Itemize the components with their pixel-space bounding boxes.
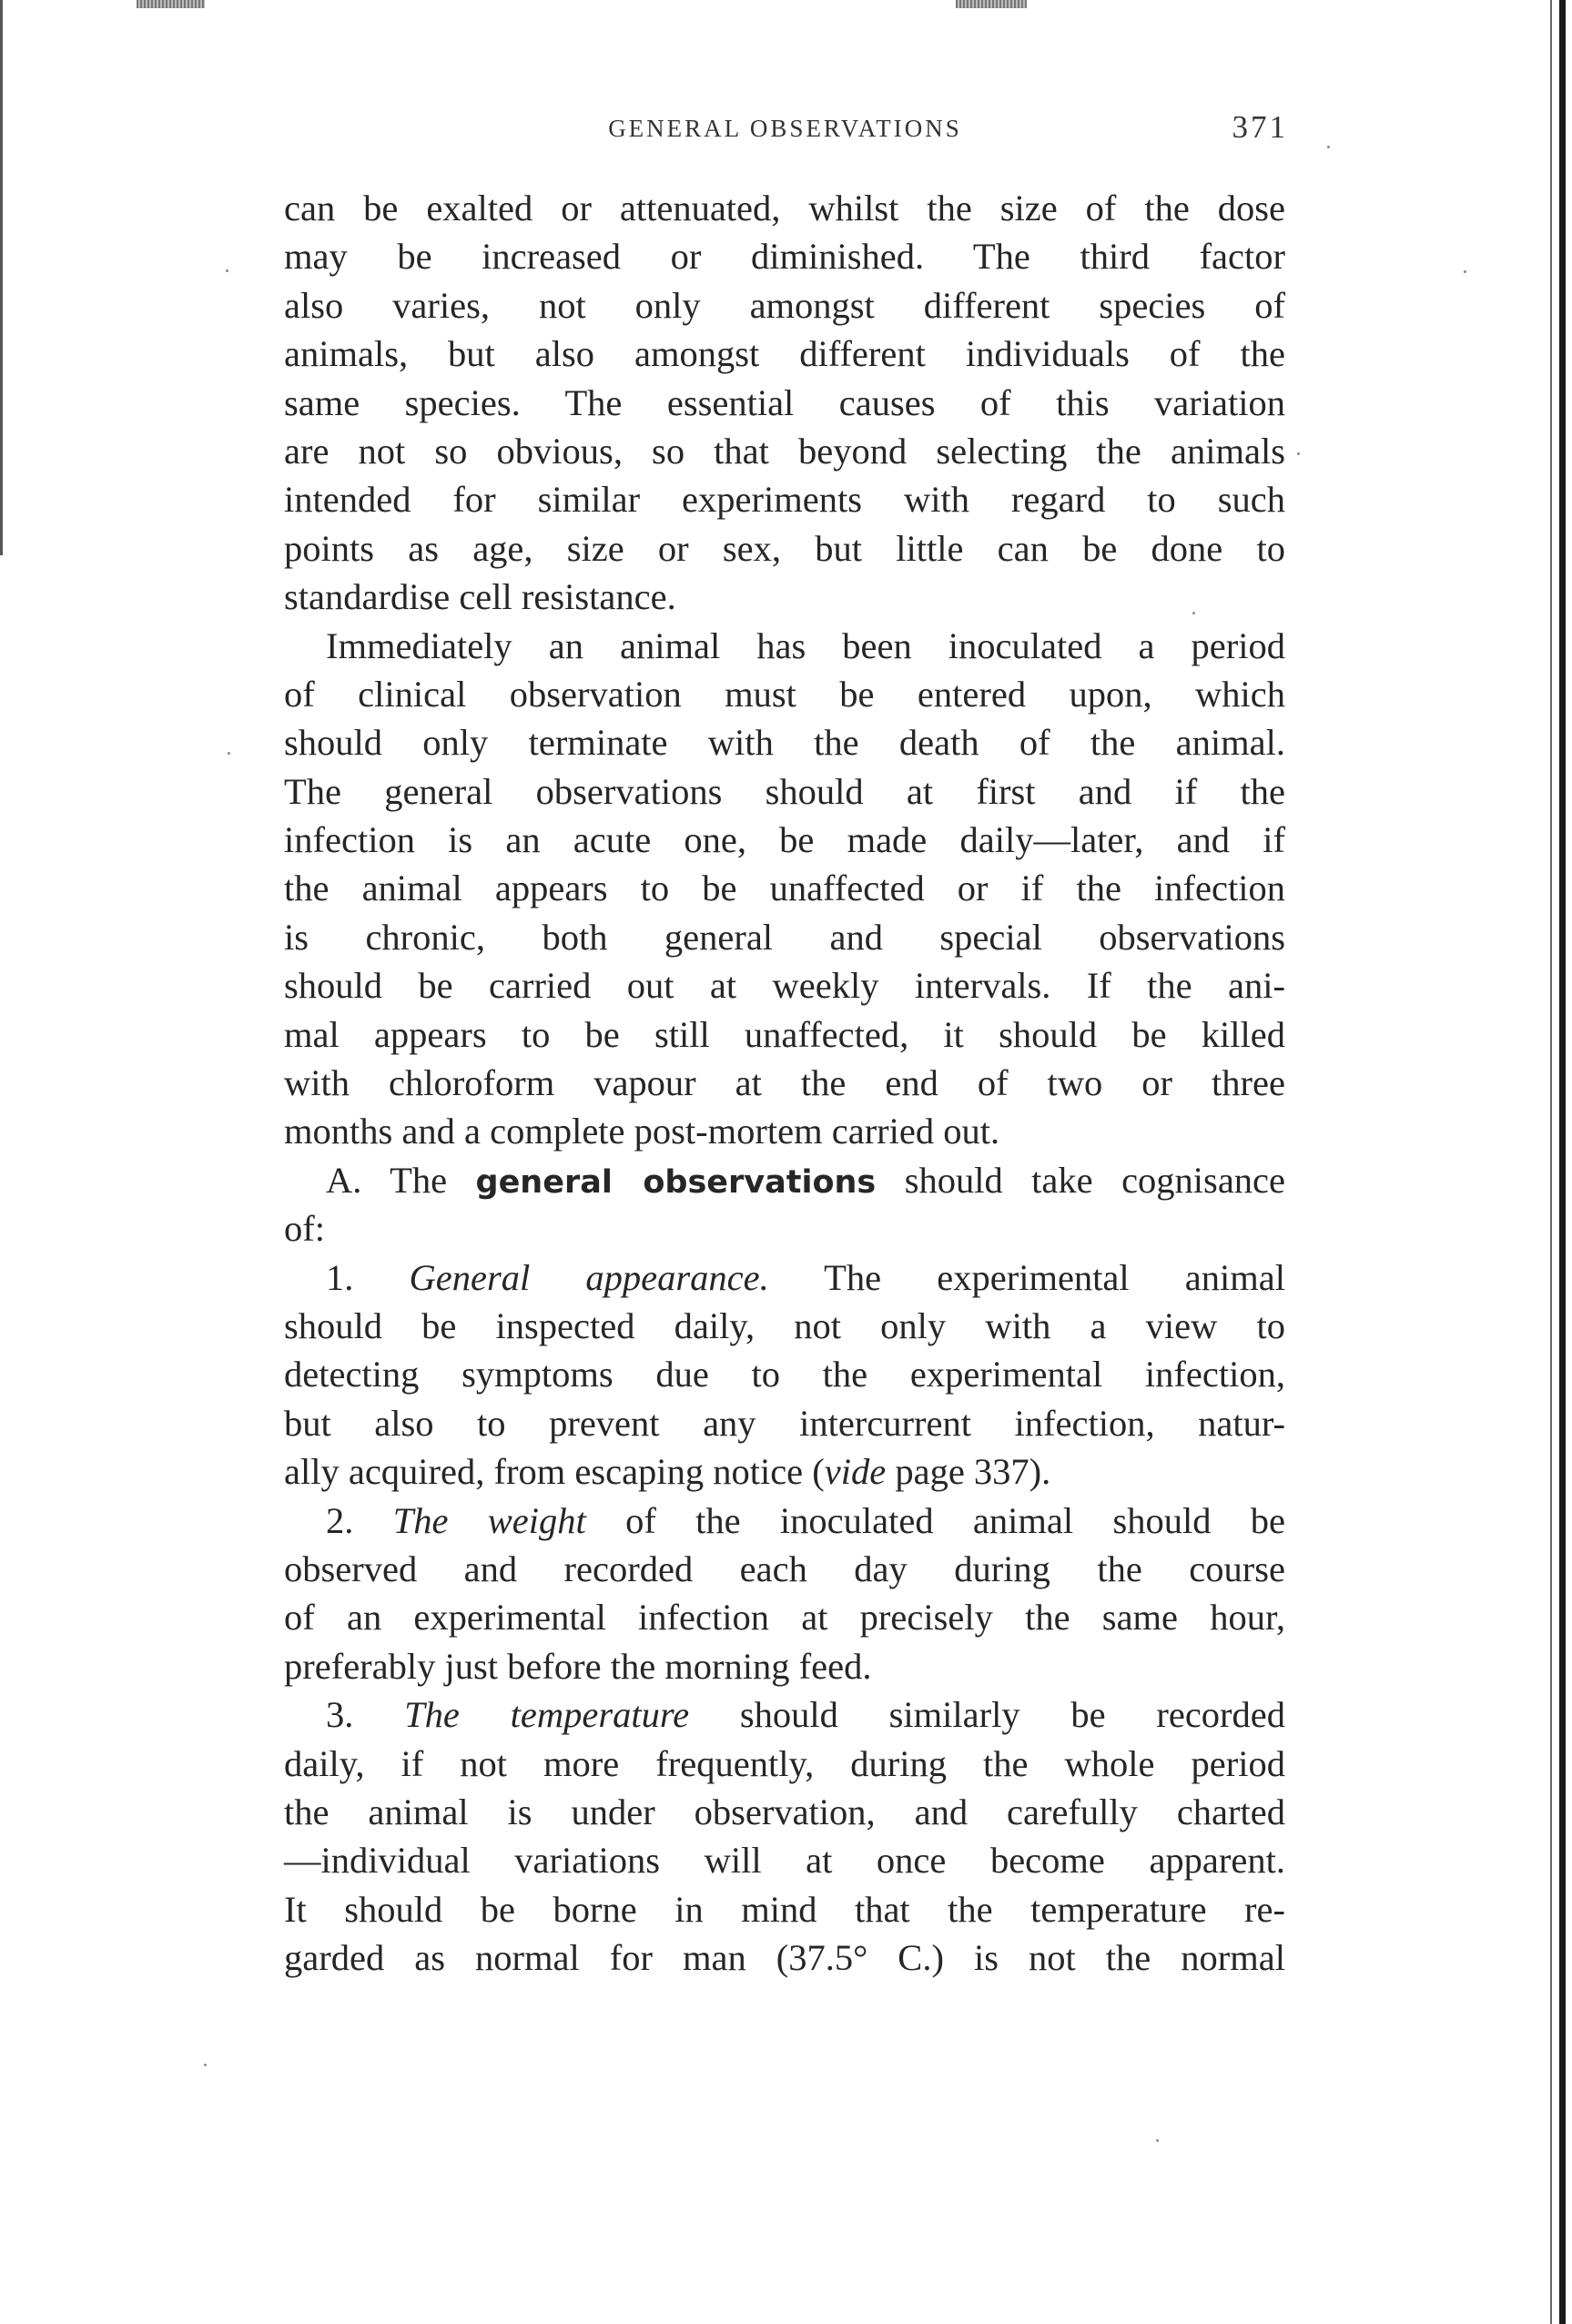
text-line [284, 1497, 1285, 1545]
italic-term: vide [824, 1451, 887, 1493]
text-line: observed and recorded each day during the course [284, 1548, 1285, 1589]
text-line: mal appears to be still unaffected, it should be killed [284, 1013, 1285, 1055]
text-line: can be exalted or attenuated, whilst the size of the dose [284, 188, 1285, 228]
running-title: GENERAL OBSERVATIONS [608, 115, 962, 142]
scan-speck [1156, 2139, 1159, 2142]
text-run: should similarly be recorded [689, 1694, 1286, 1736]
text-run: ally acquired, from escaping notice ( [284, 1451, 825, 1493]
text-line: the animal appears to be unaffected or if the infection [284, 868, 1285, 909]
text-run: of the inoculated animal should be [585, 1499, 1285, 1541]
paragraph-4 [284, 1253, 1285, 1497]
text-line: garded as normal for man (37.5° C.) is not the normal [284, 1937, 1285, 1979]
body-text [284, 184, 1285, 1982]
text-run: page 337). [886, 1451, 1051, 1493]
italic-term: The weight [392, 1499, 586, 1541]
bold-term: general observations [475, 1163, 877, 1201]
scan-speck [204, 2064, 207, 2066]
text-line: daily, if not more frequently, during the whole period [284, 1742, 1285, 1784]
text-line: the animal is under observation, and carefully charted [284, 1791, 1285, 1832]
text-line: months and a complete post-mortem carried out. [284, 1111, 1000, 1152]
text-line [284, 1447, 1285, 1496]
text-line: animals, but also amongst different individuals of the [284, 333, 1285, 375]
text-line: Immediately an animal has been inoculated a period [326, 624, 1285, 666]
scan-speck [228, 752, 230, 755]
text-line: of clinical observation must be entered upon, which [284, 673, 1285, 715]
paragraph-2 [284, 622, 1285, 1156]
text-line: preferably just before the morning feed. [284, 1645, 872, 1687]
paragraph-1 [284, 184, 1285, 622]
text-run: should take cognisance [876, 1159, 1285, 1201]
item-number: 3. [326, 1694, 405, 1736]
text-run: The experimental animal [768, 1256, 1286, 1298]
text-line: of: [284, 1208, 325, 1250]
scan-speck [1464, 270, 1466, 273]
italic-term: The temperature [404, 1694, 690, 1736]
paragraph-6 [284, 1690, 1285, 1982]
scan-speck [1297, 452, 1300, 455]
text-line: standardise cell resistance. [284, 576, 676, 618]
text-line: detecting symptoms due to the experimental infection, [284, 1354, 1285, 1395]
text-line: of an experimental infection at precisely the same hour, [284, 1597, 1285, 1639]
page-number: 371 [1232, 109, 1288, 145]
text-line: It should be borne in mind that the temperature re- [284, 1888, 1285, 1930]
text-line: infection is an acute one, be made daily—later, and if [284, 819, 1285, 861]
scan-edge-left [0, 0, 3, 555]
running-head [282, 107, 1288, 153]
text-line: should be inspected daily, not only with a view to [284, 1304, 1285, 1346]
text-line: same species. The essential causes of this variation [284, 381, 1285, 423]
paragraph-5 [284, 1497, 1285, 1691]
scan-edge-right-thin [1550, 0, 1552, 2324]
text-line: is chronic, both general and special observations [284, 916, 1285, 958]
text-line: should be carried out at weekly intervals. If the ani- [284, 965, 1285, 1007]
text-line: are not so obvious, so that beyond selecting the animals [284, 430, 1285, 472]
scan-mark-top-left [137, 0, 205, 8]
item-number: 1. [326, 1256, 410, 1298]
text-line: may be increased or diminished. The third factor [284, 236, 1285, 278]
text-line: points as age, size or sex, but little can be done to [284, 527, 1285, 569]
text-line: also varies, not only amongst different species of [284, 284, 1285, 326]
text-line: —individual variations will at once become apparent. [284, 1840, 1285, 1882]
text-line [284, 1690, 1285, 1739]
text-line [284, 1156, 1285, 1204]
text-line: intended for similar experiments with regard to such [284, 479, 1285, 521]
text-line: The general observations should at first and if the [284, 770, 1285, 812]
scan-speck [226, 269, 228, 272]
scan-speck [1327, 146, 1330, 148]
scan-edge-right [1559, 0, 1566, 2324]
text-line [284, 1253, 1285, 1302]
text-line: should only terminate with the death of the animal. [284, 722, 1285, 764]
italic-term: General appearance. [409, 1256, 769, 1298]
text-run: A. The [326, 1159, 476, 1201]
text-line: but also to prevent any intercurrent infection, natur- [284, 1402, 1285, 1444]
text-line: with chloroform vapour at the end of two or three [284, 1062, 1285, 1104]
paragraph-3 [284, 1156, 1285, 1253]
scan-mark-top-center [956, 0, 1027, 8]
item-number: 2. [326, 1499, 393, 1541]
